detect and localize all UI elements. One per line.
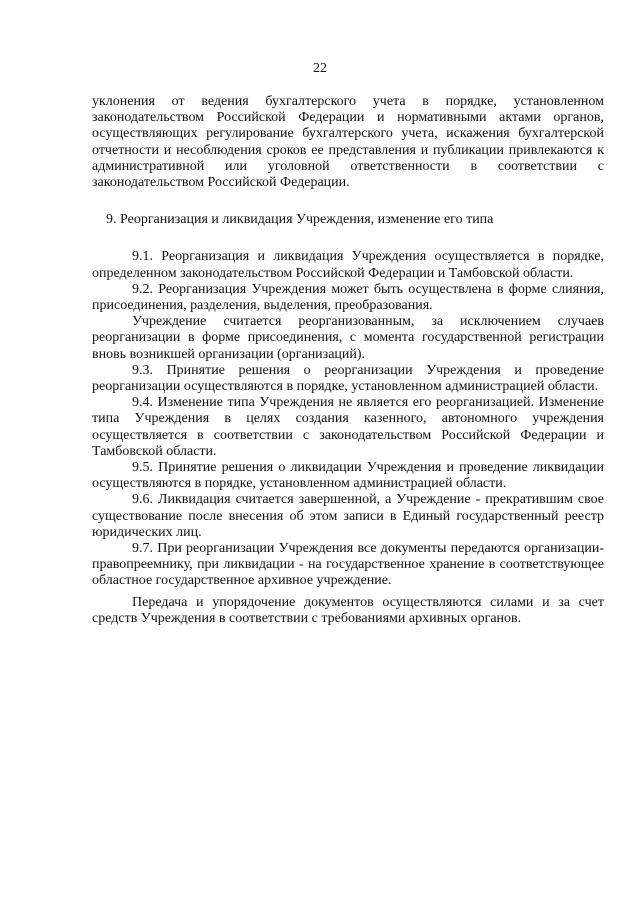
paragraph-9-3: 9.3. Принятие решения о реорганизации Учреждения и проведение реорганизации осуществляются в порядке, установленном администрацией области. bbox=[92, 362, 604, 395]
paragraph-9-7: 9.7. При реорганизации Учреждения все документы передаются организации-правопреемнику, при ликвидации - на государственное хранение в соответствующее областное государственное архивное учреждение. bbox=[92, 541, 604, 589]
paragraph-9-5: 9.5. Принятие решения о ликвидации Учреждения и проведение ликвидации осуществляются в порядке, установленном администрацией области. bbox=[92, 460, 604, 492]
paragraph-9-2: 9.2. Реорганизация Учреждения может быть осуществлена в форме слияния, присоединения, разделения, выделения, преобразования. bbox=[92, 281, 604, 314]
page-number: 22 bbox=[313, 61, 327, 76]
intro-paragraph: уклонения от ведения бухгалтерского учета в порядке, установленном законодательством Российской Федерации и нормативными актами органов, осуществляющих регулирование бухгалтерского учета, искажения бухгалтерской отчетности и несоблюдения сроков ее представления и публикации привлекаются к административной или уголовной ответственности в соответствии с законодательством Российской Федерации. bbox=[92, 94, 604, 191]
section-heading: 9. Реорганизация и ликвидация Учреждения, изменение его типа bbox=[106, 212, 494, 228]
paragraph-9-1: 9.1. Реорганизация и ликвидация Учреждения осуществляется в порядке, определенном законодательством Российской Федерации и Тамбовской области. bbox=[92, 249, 604, 281]
document-body bbox=[92, 94, 604, 627]
paragraph-9-6: 9.6. Ликвидация считается завершенной, а Учреждение - прекратившим свое существование после внесения об этом записи в Единый государственный реестр юридических лиц. bbox=[92, 492, 604, 540]
paragraph-9-2-continuation: Учреждение считается реорганизованным, за исключением случаев реорганизации в форме присоединения, с момента государственной регистрации вновь возникшей организации (организаций). bbox=[92, 314, 604, 362]
paragraph-9-7-continuation: Передача и упорядочение документов осуществляются силами и за счет средств Учреждения в соответствии с требованиями архивных органов. bbox=[92, 594, 604, 626]
paragraph-9-4: 9.4. Изменение типа Учреждения не является его реорганизацией. Изменение типа Учреждения в целях создания казенного, автономного учреждения осуществляется в соответствии с законодательством Российской Федерации и Тамбовской области. bbox=[92, 395, 604, 459]
